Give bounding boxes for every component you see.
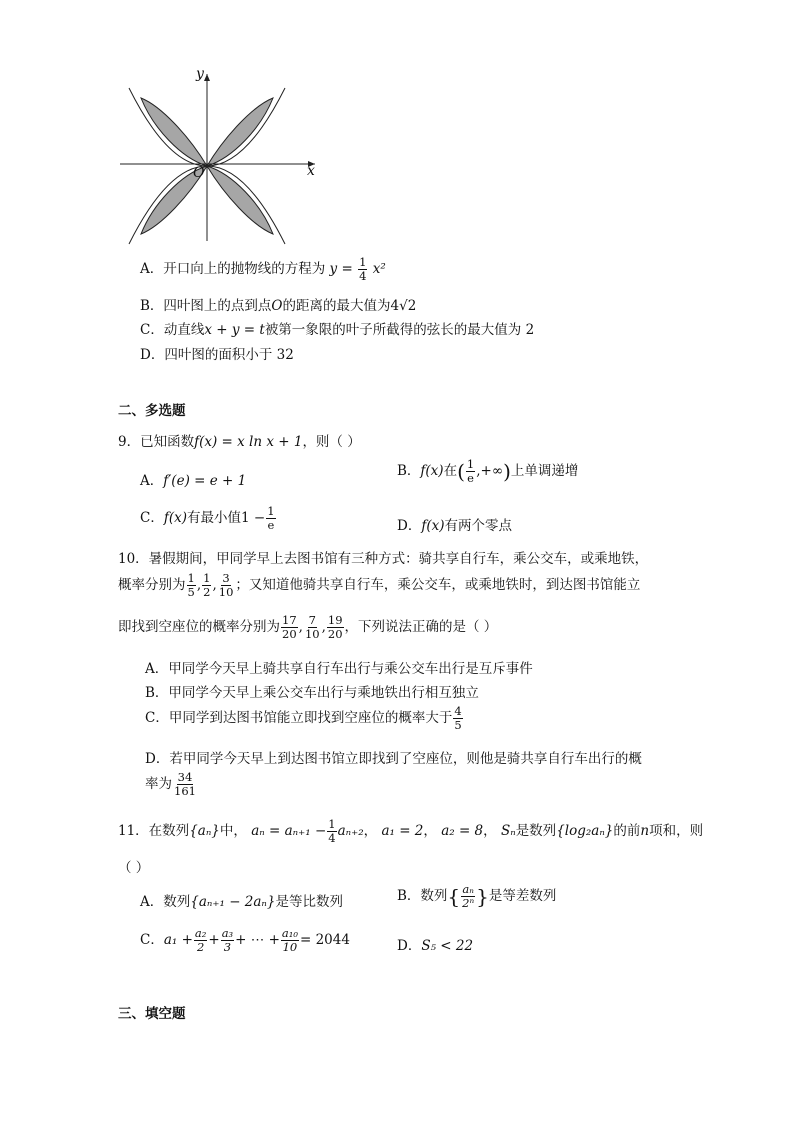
q10-option-a: A．甲同学今天早上骑共享自行车出行与乘公交车出行是互斥事件 [145,661,533,677]
q10-option-d-line2: 率为 $\frac{34}{161}$ [145,770,196,799]
origin-label: O [193,165,205,181]
q11-option-c: C．a₁ + $\frac{\text{a₂}}{2}$ + $\frac{\text{a₃}}{3}$ + ⋯ + $\frac{\text{a₁₀}}{10}$ = 2044 [140,926,350,955]
leaf-q2 [141,98,207,166]
q8-option-c: C．动直线x + y = t被第一象限的叶子所截得的弦长的最大值为 2 [140,322,535,338]
q8-option-a: A．开口向上的抛物线的方程为 y = $\frac{1}{4}$ x² [140,255,386,284]
y-axis-label: y [196,66,204,82]
q9-stem: 9．已知函数f(x) = x ln x + 1，则（ ） [118,434,361,450]
q10-option-c: C．甲同学到达图书馆能立即找到空座位的概率大于 $\frac{4}{5}$ [145,704,462,733]
x-axis-label: x [307,163,315,179]
section-title-multi-choice: 二、多选题 [118,403,186,419]
q11-stem: 11．在数列{aₙ}中， aₙ = aₙ₊₁ − $\frac{1}{4}$ aₙ₊₂， a₁ = 2， a₂ = 8， Sₙ是数列{log₂aₙ}的前n项和，则 [118,817,704,846]
q11-bracket: （ ） [118,860,150,876]
q11-option-b: B．数列{ $\frac{\text{aₙ}}{\text{2ⁿ}}$ }是等差数列 [397,882,557,911]
q11-option-a: A．数列{aₙ₊₁ − 2aₙ}是等比数列 [140,894,343,910]
q9-option-b: B．f(x)在( $\frac{1}{e}$ ,+∞)上单调递增 [397,457,579,486]
leaf-q1 [207,98,273,166]
section-title-fill-blank: 三、填空题 [118,1006,186,1022]
q11-option-d: D．S₅ < 22 [397,938,474,954]
q9-option-d: D．f(x)有两个零点 [397,518,512,534]
q10-line1: 10．暑假期间，甲同学早上去图书馆有三种方式：骑共享自行车，乘公交车，或乘地铁， [118,551,649,567]
q10-option-b: B．甲同学今天早上乘公交车出行与乘地铁出行相互独立 [145,685,479,701]
fraction: $\frac{1}{4}$ [359,255,367,284]
q10-line2: 概率分别为 $\frac{1}{5}$ , $\frac{1}{2}$ , $\frac{3}{10}$ ；又知道他骑共享自行车，乘公交车，或乘地铁时，到达图书馆能立 [118,571,641,600]
y-axis-arrow [204,74,210,81]
q8-option-d: D．四叶图的面积小于 32 [140,347,294,363]
q9-option-a: A．f′(e) = e + 1 [140,473,247,489]
four-leaf-figure [115,66,325,246]
leaf-q4 [207,166,273,234]
q10-line3: 即找到空座位的概率分别为 $\frac{17}{20}$ , $\frac{7}{10}$ , $\frac{19}{20}$ ，下列说法正确的是（ ） [118,613,498,642]
q8-option-b: B．四叶图上的点到点O的距离的最大值为4√2 [140,298,417,314]
q9-option-c: C．f(x)有最小值1 − $\frac{1}{e}$ [140,504,275,533]
q10-option-d-line1: D．若甲同学今天早上到达图书馆立即找到了空座位，则他是骑共享自行车出行的概 [145,751,642,767]
